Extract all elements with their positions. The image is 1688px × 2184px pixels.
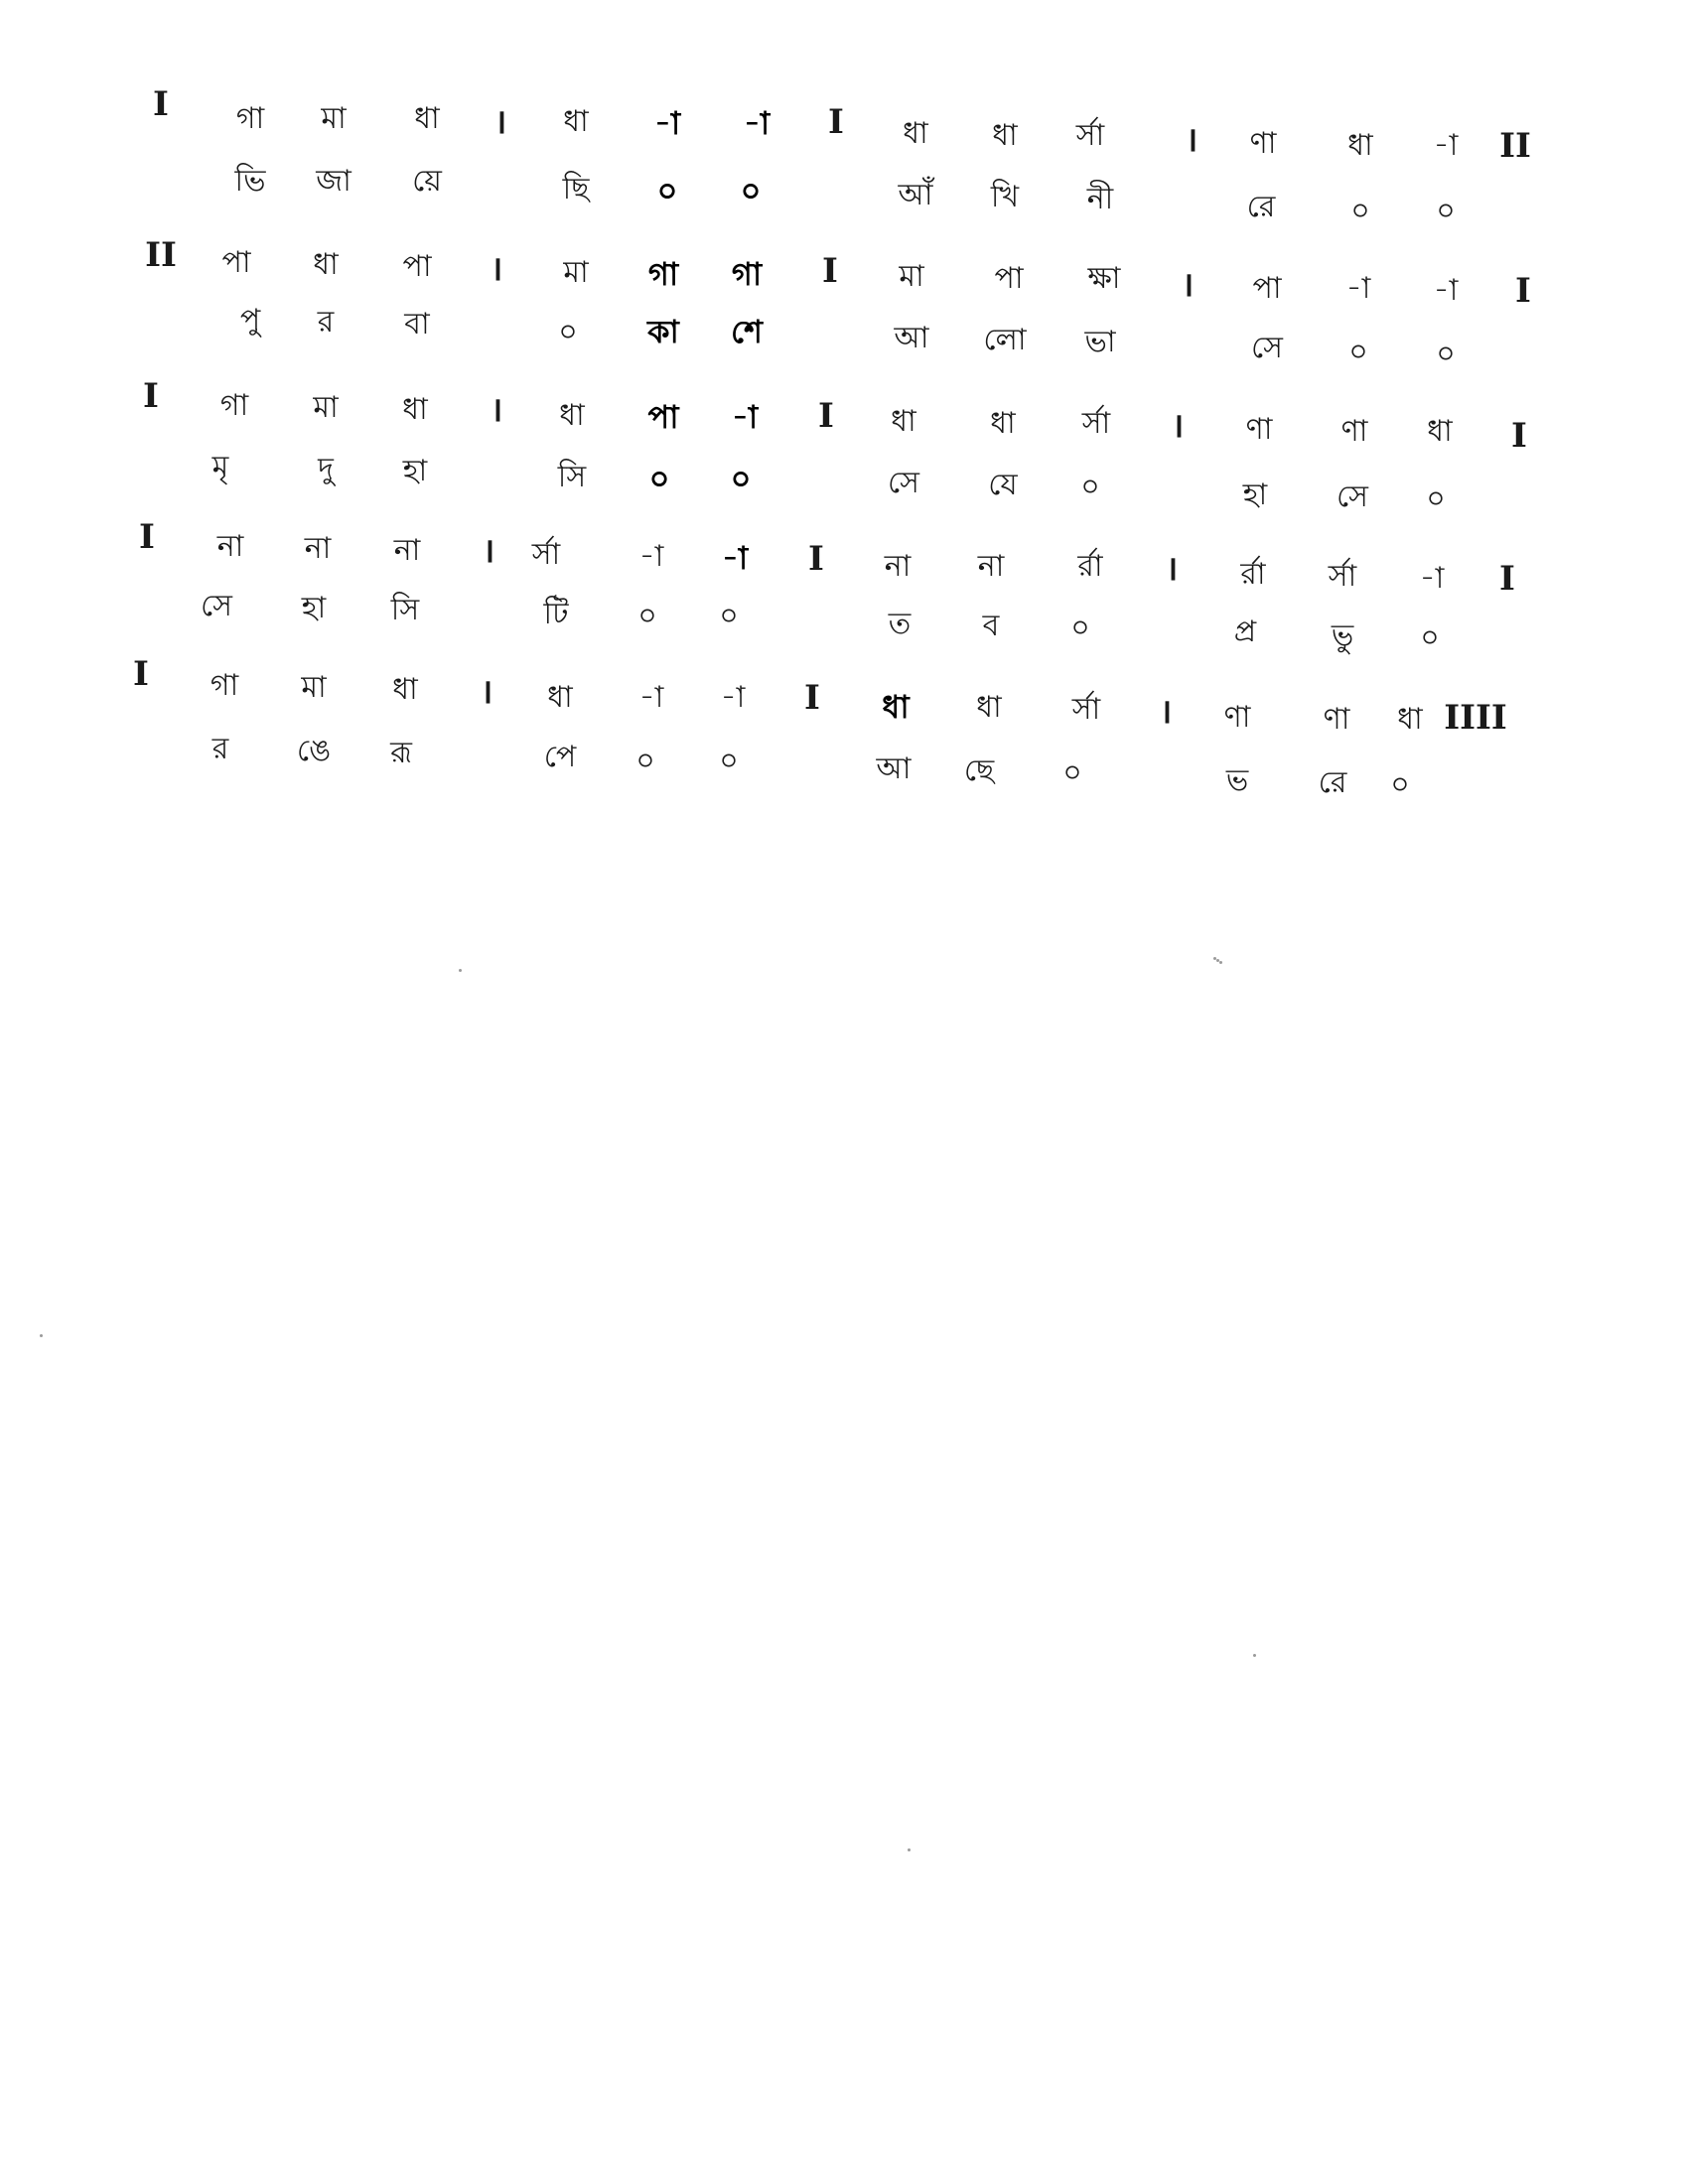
lyric-syllable: হা	[1242, 478, 1268, 512]
lyric-syllable: দু	[318, 452, 334, 486]
lyric-syllable: ঙে	[296, 734, 332, 768]
bar-mark: I	[1511, 416, 1527, 456]
lyric-syllable: ভি	[234, 164, 266, 199]
swara-note: গা	[647, 255, 679, 293]
swara-note: ণা	[1249, 126, 1277, 161]
swara-note: -া	[1433, 128, 1459, 163]
swara-note: র্সা	[1081, 406, 1111, 441]
bar-mark: I	[818, 396, 834, 436]
lyric-syllable: ভা	[1084, 325, 1116, 359]
lyric-syllable: রে	[1246, 190, 1276, 224]
lyric-syllable: ০	[637, 599, 657, 633]
lyric-syllable: লো	[983, 323, 1027, 357]
swara-note: পা	[994, 261, 1024, 296]
swara-note: -া	[1419, 561, 1445, 596]
lyric-syllable: শে	[731, 313, 763, 350]
bar-mark: I	[1499, 559, 1515, 599]
scan-speck	[1253, 1654, 1256, 1657]
bar-mark: I	[828, 102, 844, 142]
lyric-syllable: মৃ	[211, 450, 229, 484]
swara-note: না	[393, 533, 421, 568]
beat-divider: ।	[493, 102, 507, 142]
swara-note: -া	[721, 539, 749, 577]
beat-divider: ।	[490, 249, 503, 289]
lyric-syllable: ০	[648, 460, 670, 497]
lyric-syllable: ০	[1080, 470, 1100, 504]
lyric-syllable: সি	[557, 460, 587, 494]
bar-mark: I	[808, 539, 824, 579]
swara-note: পা	[647, 398, 679, 436]
swara-note: ধা	[414, 101, 440, 136]
beat-divider: ।	[1171, 406, 1185, 446]
swara-note: ণা	[1323, 702, 1350, 737]
lyric-syllable: খি	[990, 180, 1020, 214]
lyric-syllable: ০	[1062, 755, 1082, 790]
swara-note: -া	[1433, 273, 1459, 308]
lyric-syllable: ভ	[1225, 763, 1249, 798]
lyric-syllable: ০	[719, 744, 739, 778]
beat-divider: ।	[1181, 265, 1195, 305]
lyric-syllable: কা	[647, 313, 679, 350]
swara-note: মা	[313, 390, 339, 425]
swara-note: -া	[743, 104, 771, 142]
swara-note: পা	[1252, 271, 1282, 306]
lyric-syllable: ০	[1350, 194, 1370, 228]
lyric-syllable: ০	[730, 460, 752, 497]
swara-note: ধা	[563, 104, 589, 139]
lyric-syllable: রূ	[390, 736, 412, 770]
lyric-syllable: সে	[201, 589, 232, 623]
lyric-syllable: ০	[1436, 194, 1456, 228]
swara-note: র্সা	[531, 537, 561, 572]
scan-speck	[1219, 961, 1222, 964]
swara-note: না	[977, 549, 1005, 584]
lyric-syllable: বা	[404, 307, 430, 341]
swara-note: র্সা	[1071, 692, 1101, 727]
swara-note: র্রা	[1240, 557, 1266, 592]
lyric-syllable: আ	[894, 321, 929, 355]
lyric-syllable: ত	[888, 607, 912, 641]
lyric-syllable: ০	[1348, 335, 1368, 369]
lyric-syllable: হা	[402, 454, 428, 488]
lyric-syllable: ০	[1436, 337, 1456, 371]
swara-note: গা	[219, 388, 249, 423]
lyric-syllable: পু	[239, 303, 261, 338]
lyric-syllable: ০	[656, 172, 678, 209]
swara-note: ধা	[976, 690, 1002, 725]
bar-mark: I	[804, 678, 820, 718]
swara-note: ধা	[402, 392, 428, 427]
swara-note: মা	[301, 670, 327, 705]
swara-note: ধা	[990, 406, 1016, 441]
swara-note: ধা	[1347, 128, 1373, 163]
beat-divider: ।	[1185, 120, 1198, 160]
lyric-syllable: সে	[1336, 479, 1368, 514]
swara-note: গা	[210, 668, 239, 703]
lyric-syllable: ব	[982, 609, 1000, 643]
swara-note: মা	[899, 259, 924, 294]
lyric-syllable: নী	[1086, 182, 1114, 216]
lyric-syllable: য়ে	[412, 164, 442, 199]
swara-note: -া	[1345, 271, 1371, 306]
lyric-syllable: সে	[888, 466, 919, 500]
swara-note: -া	[731, 398, 759, 436]
bar-mark: I	[139, 517, 155, 557]
bar-mark: II	[1499, 126, 1531, 166]
swara-note: ক্ষা	[1087, 261, 1121, 296]
lyric-syllable: ভু	[1331, 618, 1354, 653]
lyric-syllable: পে	[543, 740, 577, 774]
beat-divider: ।	[482, 531, 495, 571]
scan-speck	[459, 969, 462, 972]
swara-note: ধা	[547, 680, 573, 715]
swara-note: না	[884, 549, 912, 584]
lyric-syllable: ০	[1070, 611, 1090, 645]
bar-mark: IIII	[1444, 698, 1507, 738]
lyric-syllable: সে	[1251, 331, 1283, 365]
swara-note: গা	[731, 255, 763, 293]
swara-note: মা	[563, 255, 589, 290]
swara-note: ণা	[1223, 700, 1251, 735]
swara-note: ণা	[1340, 414, 1368, 449]
swara-note: পা	[402, 249, 432, 284]
lyric-syllable: হা	[301, 591, 327, 625]
lyric-syllable: র	[211, 732, 229, 766]
bar-mark: II	[145, 235, 177, 275]
swara-note: ধা	[313, 247, 339, 282]
beat-divider: ।	[480, 672, 493, 712]
swara-note: গা	[235, 101, 265, 136]
lyric-syllable: ০	[1390, 767, 1410, 802]
swara-note: র্সা	[1328, 559, 1357, 594]
lyric-syllable: ছি	[562, 172, 590, 206]
lyric-syllable: ০	[719, 599, 739, 633]
swara-note: মা	[321, 101, 347, 136]
swara-note: ধা	[882, 688, 910, 726]
lyric-syllable: ছে	[963, 753, 995, 788]
bar-mark: I	[153, 84, 169, 124]
swara-note: ধা	[992, 118, 1018, 153]
bar-mark: I	[822, 251, 838, 291]
scan-speck	[40, 1334, 43, 1337]
lyric-syllable: ০	[635, 744, 655, 778]
lyric-syllable: ০	[558, 315, 578, 349]
lyric-syllable: যে	[988, 468, 1018, 502]
swara-note: -া	[638, 539, 664, 574]
swara-note: ণা	[1245, 412, 1273, 447]
swara-note: র্রা	[1077, 549, 1103, 584]
swara-note: র্সা	[1075, 118, 1105, 153]
lyric-syllable: সি	[390, 593, 420, 627]
bar-mark: I	[1515, 271, 1531, 311]
beat-divider: ।	[1159, 692, 1173, 732]
swara-note: না	[304, 531, 332, 566]
bar-mark: I	[133, 654, 149, 694]
swara-note: -া	[653, 104, 681, 142]
lyric-syllable: জা	[316, 164, 352, 199]
bar-mark: I	[143, 376, 159, 416]
lyric-syllable: ০	[1426, 481, 1446, 516]
swara-note: পা	[221, 245, 251, 280]
lyric-syllable: আ	[876, 751, 912, 786]
lyric-syllable: আঁ	[898, 178, 933, 212]
lyric-syllable: ০	[1420, 620, 1440, 655]
scan-speck	[908, 1848, 911, 1851]
swara-note: ধা	[891, 404, 916, 439]
swara-note: না	[216, 529, 244, 564]
beat-divider: ।	[1165, 549, 1179, 589]
swara-note: ধা	[1397, 702, 1423, 737]
swara-note: ধা	[392, 672, 418, 707]
swara-note: ধা	[1427, 414, 1453, 449]
lyric-syllable: র	[317, 305, 335, 340]
swara-note: ধা	[559, 398, 585, 433]
lyric-syllable: ০	[740, 172, 762, 209]
swara-note: -া	[638, 680, 664, 715]
lyric-syllable: রে	[1318, 765, 1347, 800]
swara-note: ধা	[903, 116, 928, 151]
lyric-syllable: প্র	[1233, 614, 1257, 649]
lyric-syllable: টি	[543, 597, 569, 631]
beat-divider: ।	[490, 390, 503, 430]
swara-note: -া	[720, 680, 746, 715]
